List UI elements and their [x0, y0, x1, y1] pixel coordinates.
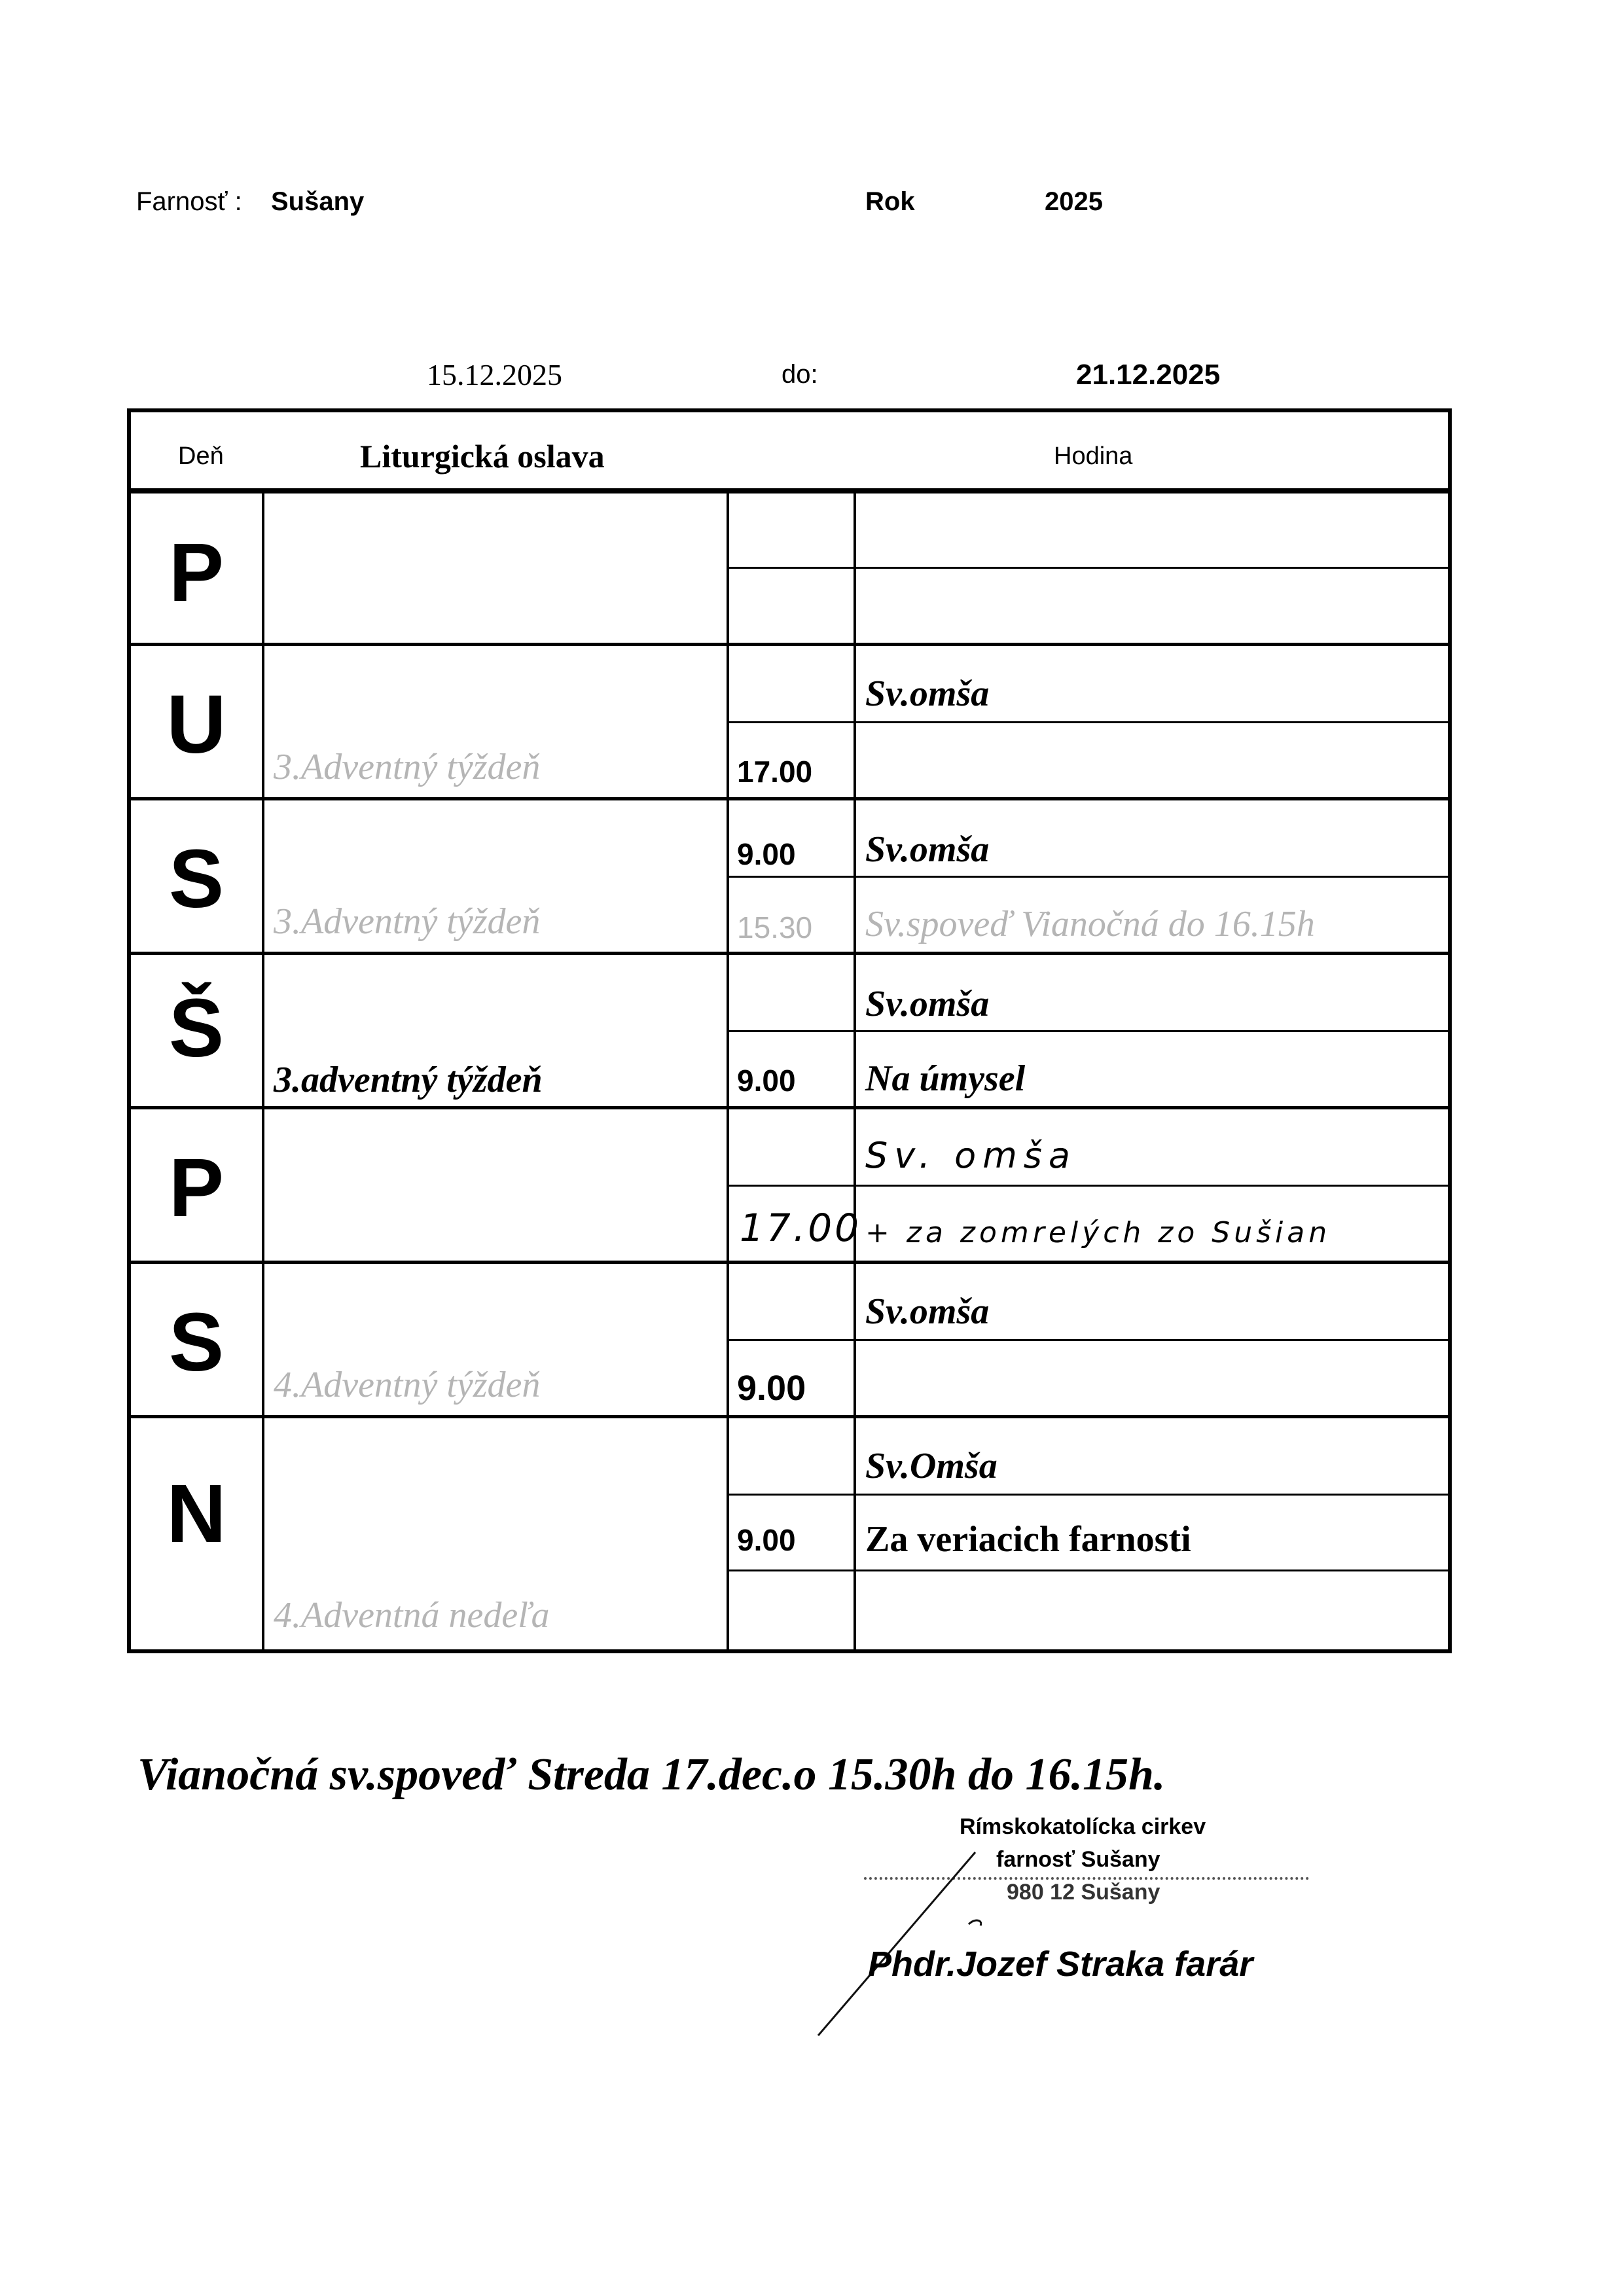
day-divider	[131, 643, 1448, 646]
hour-cell: 9.00	[737, 1523, 796, 1557]
description-cell: Na úmysel	[865, 1058, 1026, 1099]
parish-label: Farnosť :	[136, 187, 242, 216]
year-value: 2025	[1045, 187, 1103, 216]
column-divider	[262, 491, 264, 1649]
description-cell: Za veriacich farnosti	[865, 1519, 1191, 1560]
stamp-line: Rímskokatolícka cirkev	[960, 1814, 1206, 1839]
day-divider	[131, 952, 1448, 955]
description-cell: Sv.omša	[865, 1291, 990, 1332]
description-cell: Sv.Omša	[865, 1446, 998, 1486]
liturgy-cell: 4.Adventný týždeň	[274, 1365, 541, 1405]
year-label: Rok	[865, 187, 915, 216]
description-cell: Sv.omša	[865, 984, 990, 1024]
day-divider	[131, 1106, 1448, 1109]
handwritten-description: Sv. omša	[865, 1135, 1077, 1176]
slot-divider	[729, 1185, 1448, 1187]
parish-value: Sušany	[271, 187, 365, 216]
day-letter: S	[168, 833, 225, 925]
slot-divider	[729, 721, 1448, 723]
date-from: 15.12.2025	[427, 358, 562, 391]
slot-divider	[729, 1030, 1448, 1032]
header-divider	[131, 488, 1448, 493]
liturgy-cell: 3.Adventný týždeň	[274, 901, 541, 942]
day-letter: Š	[168, 982, 225, 1074]
slot-divider	[729, 1339, 1448, 1341]
hour-cell: 17.00	[737, 755, 813, 789]
schedule-table	[127, 408, 1452, 1653]
liturgy-cell: 3.adventný týždeň	[274, 1060, 543, 1100]
day-letter: S	[168, 1296, 225, 1388]
column-header-day: Deň	[178, 442, 224, 470]
day-divider	[131, 1261, 1448, 1264]
hour-cell: 9.00	[737, 1064, 796, 1098]
column-header-hour: Hodina	[1054, 442, 1133, 470]
hour-cell: 15.30	[737, 910, 813, 944]
column-divider	[854, 491, 856, 1649]
day-divider	[131, 797, 1448, 800]
day-letter: P	[168, 1141, 225, 1234]
description-cell: Sv.omša	[865, 829, 990, 870]
slot-divider	[729, 876, 1448, 878]
date-to-label: do:	[782, 360, 818, 389]
hour-cell: 9.00	[737, 1369, 806, 1408]
day-letter: U	[166, 678, 226, 770]
handwritten-hour: 17.00	[740, 1206, 862, 1250]
liturgy-cell: 3.Adventný týždeň	[274, 747, 541, 787]
stamp-line: 980 12 Sušany	[1007, 1880, 1160, 1905]
slot-divider	[729, 1494, 1448, 1496]
slot-divider	[729, 1570, 1448, 1571]
day-letter: N	[166, 1467, 226, 1560]
footer-note: Vianočná sv.spoveď Streda 17.dec.o 15.30h do 16.15h.	[137, 1749, 1166, 1800]
handwritten-description: + za zomrelých zo Sušian	[865, 1216, 1331, 1249]
description-cell: Sv.spoveď Vianočná do 16.15h	[865, 904, 1315, 944]
stamp-line: farnosť Sušany	[996, 1847, 1160, 1872]
date-to: 21.12.2025	[1076, 359, 1221, 391]
day-letter: P	[168, 526, 225, 619]
day-divider	[131, 1415, 1448, 1418]
hour-cell: 9.00	[737, 837, 796, 871]
liturgy-cell: 4.Adventná nedeľa	[274, 1595, 550, 1636]
description-cell: Sv.omša	[865, 673, 990, 714]
slot-divider	[729, 567, 1448, 569]
pastor-name: Phdr.Jozef Straka farár	[868, 1945, 1253, 1984]
column-header-liturgy: Liturgická oslava	[360, 438, 605, 475]
column-divider	[727, 491, 729, 1649]
